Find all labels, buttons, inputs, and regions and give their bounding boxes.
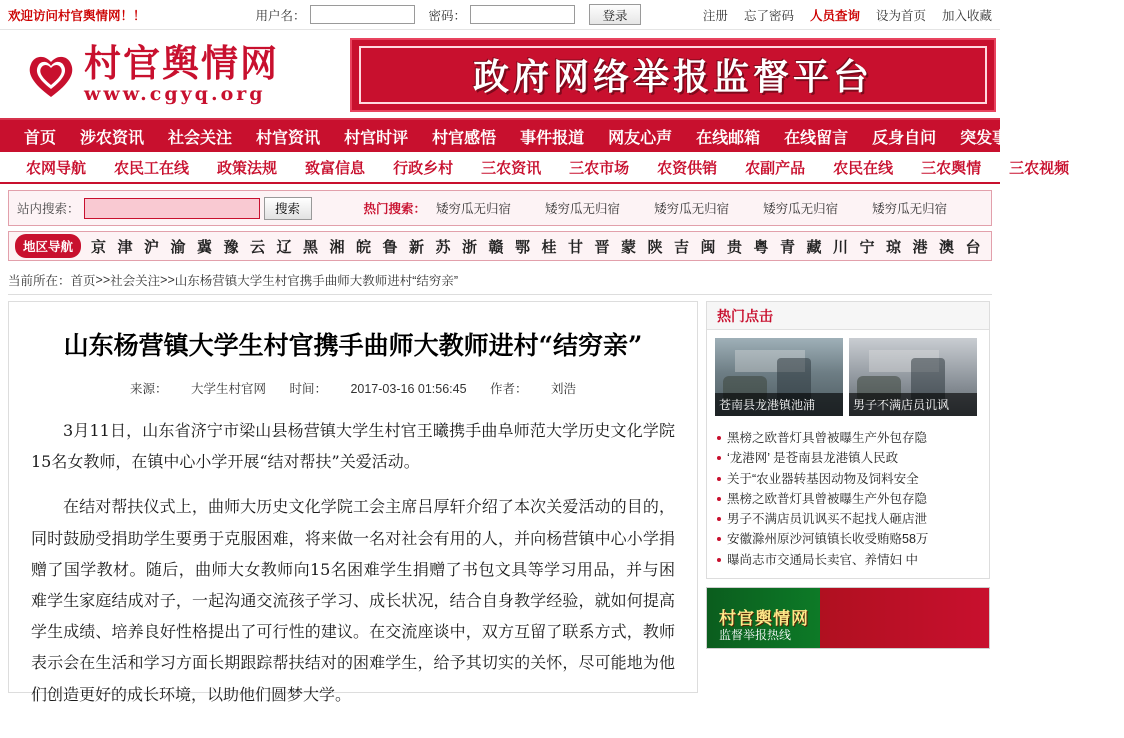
article-meta: [31, 379, 675, 397]
breadcrumb-separator: >>: [160, 272, 175, 287]
region-item[interactable]: 陕: [647, 238, 663, 256]
top-link-register[interactable]: 注册: [702, 8, 728, 23]
heart-icon: [24, 49, 78, 101]
subnav-item-agri-products[interactable]: 农副产品: [745, 159, 806, 177]
secondary-nav: [0, 152, 1070, 184]
site-logo[interactable]: [4, 41, 344, 105]
top-link-add-favorite[interactable]: 加入收藏: [941, 8, 992, 23]
thumbnail-item[interactable]: [715, 338, 843, 416]
region-item[interactable]: 甘: [568, 238, 584, 256]
search-input[interactable]: [84, 198, 260, 219]
list-item[interactable]: ‘龙港网’ 是苍南县龙港镇人民政: [715, 448, 981, 468]
list-item[interactable]: 黑榜之欧普灯具曾被曝生产外包存隐: [715, 428, 981, 448]
region-item[interactable]: 桂: [541, 238, 557, 256]
search-button[interactable]: 搜索: [264, 197, 312, 220]
username-label: 用户名：: [255, 8, 306, 23]
region-item[interactable]: 吉: [674, 238, 690, 256]
breadcrumb-item-category[interactable]: 社会关注: [110, 273, 161, 288]
content-area: [8, 301, 992, 704]
region-item[interactable]: 冀: [197, 238, 213, 256]
region-item[interactable]: 贵: [727, 238, 743, 256]
article-time-label: 时间：: [289, 382, 327, 396]
breadcrumb: [8, 269, 992, 295]
breadcrumb-item-home[interactable]: 首页: [70, 273, 96, 288]
article-body: [31, 415, 675, 710]
sidebar-ad-title: 村官舆情网: [719, 608, 809, 629]
thumbnail-caption: 男子不满店员讥讽: [849, 393, 977, 416]
welcome-text: 欢迎访问村官舆情网！！: [8, 8, 146, 23]
subnav-item-agri-supply[interactable]: 农资供销: [657, 159, 718, 177]
region-item[interactable]: 渝: [170, 238, 186, 256]
list-item[interactable]: 关于“农业器转基因动物及饲料安全: [715, 469, 981, 489]
list-item[interactable]: 黑榜之欧普灯具曾被曝生产外包存隐: [715, 489, 981, 509]
region-item[interactable]: 粤: [753, 238, 769, 256]
subnav-item-sannong-market[interactable]: 三农市场: [569, 159, 630, 177]
hot-search-item[interactable]: 矮穷瓜无归宿: [436, 202, 512, 216]
region-item[interactable]: 闽: [700, 238, 716, 256]
password-label: 密码：: [428, 8, 467, 23]
subnav-item-admin-village[interactable]: 行政乡村: [393, 159, 454, 177]
password-input[interactable]: [470, 5, 575, 24]
article-title: 山东杨营镇大学生村官携手曲师大教师进村“结穷亲”: [63, 331, 643, 360]
article-paragraph: 3月11日，山东省济宁市梁山县杨营镇大学生村官王曦携手曲阜师范大学历史文化学院15名女教师，在镇中心小学开展“结对帮扶”关爱活动。: [31, 421, 675, 472]
nav-item-netizen-voice[interactable]: 网友心声: [608, 129, 673, 147]
subnav-item-sannong-news[interactable]: 三农资讯: [481, 159, 542, 177]
nav-item-agri-news[interactable]: 涉农资讯: [80, 129, 145, 147]
region-item[interactable]: 云: [250, 238, 266, 256]
region-item[interactable]: 湘: [329, 238, 345, 256]
sidebar-ad[interactable]: [706, 587, 990, 649]
nav-item-emergency[interactable]: 突发事件: [960, 129, 1025, 147]
top-link-person-search[interactable]: 人员查询: [809, 8, 860, 23]
banner-ad-text: 政府网络举报监督平台: [472, 56, 873, 98]
sidebar: [706, 301, 990, 693]
nav-item-cadre-news[interactable]: 村官资讯: [256, 129, 321, 147]
site-banner: [0, 30, 1000, 118]
region-item[interactable]: 澳: [939, 238, 955, 256]
region-item[interactable]: 新: [409, 238, 425, 256]
region-item[interactable]: 津: [117, 238, 133, 256]
thumbnail-item[interactable]: [849, 338, 977, 416]
region-item[interactable]: 沪: [144, 238, 160, 256]
region-nav: [8, 231, 992, 261]
nav-item-self-reflection[interactable]: 反身自问: [872, 129, 937, 147]
top-link-forgot-password[interactable]: 忘了密码: [743, 8, 794, 23]
region-item[interactable]: 豫: [223, 238, 239, 256]
nav-item-home[interactable]: 首页: [24, 129, 57, 147]
region-item[interactable]: 辽: [276, 238, 292, 256]
hot-click-title: 热门点击: [717, 307, 773, 324]
region-item[interactable]: 宁: [859, 238, 875, 256]
region-item[interactable]: 川: [833, 238, 849, 256]
subnav-item-agri-directory[interactable]: 农网导航: [26, 159, 87, 177]
article-author-label: 作者：: [490, 382, 528, 396]
region-item[interactable]: 青: [780, 238, 796, 256]
subnav-item-policy[interactable]: 政策法规: [217, 159, 278, 177]
region-item[interactable]: 黑: [303, 238, 319, 256]
username-input[interactable]: [310, 5, 415, 24]
region-item[interactable]: 晋: [594, 238, 610, 256]
list-item[interactable]: 男子不满店员讥讽买不起找人砸店泄: [715, 509, 981, 529]
hot-click-panel: [706, 301, 990, 579]
primary-nav: [0, 118, 1113, 152]
hot-news-list: [707, 424, 989, 578]
region-nav-label: 地区导航: [15, 234, 81, 258]
subnav-item-migrant-workers[interactable]: 农民工在线: [114, 159, 190, 177]
region-item[interactable]: 鄂: [515, 238, 531, 256]
hot-thumbnails: [707, 330, 989, 424]
subnav-item-farmers-online[interactable]: 农民在线: [833, 159, 894, 177]
breadcrumb-separator: >>: [95, 272, 111, 287]
region-item[interactable]: 蒙: [621, 238, 637, 256]
nav-item-online-message[interactable]: 在线留言: [784, 129, 849, 147]
nav-item-online-mail[interactable]: 在线邮箱: [696, 129, 761, 147]
sidebar-ad-subtitle: 监督举报热线: [719, 627, 792, 642]
nav-item-cadre-review[interactable]: 村官时评: [344, 129, 409, 147]
region-item[interactable]: 京: [91, 238, 107, 256]
breadcrumb-item-current: 山东杨营镇大学生村官携手曲师大教师进村“结穷亲”: [174, 273, 459, 288]
subnav-item-sannong-video[interactable]: 三农视频: [1009, 159, 1070, 177]
logo-title: 村官舆情网: [84, 41, 279, 85]
top-bar: [0, 0, 1000, 30]
thumbnail-caption: 苍南县龙港镇池浦: [715, 393, 843, 416]
region-list: [91, 236, 985, 257]
article-source-value: 大学生村官网: [190, 382, 266, 396]
region-item[interactable]: 台: [965, 238, 981, 256]
region-item[interactable]: 鲁: [382, 238, 398, 256]
nav-item-event-report[interactable]: 事件报道: [520, 129, 585, 147]
article-paragraph: 在结对帮扶仪式上，曲师大历史文化学院工会主席吕厚轩介绍了本次关爱活动的目的，同时鼓励受捐助学生要勇于克服困难，将来做一名对社会有用的人，并向杨营镇中心小学捐赠了国学教材。随后，曲师大女教师向15名困难学生捐赠了书包文具等学习用品，并与困难学生家庭结成对子，一起沟通交流孩子学习、成长状况，结合自身教学经验，就如何提高学生成绩、培养良好性格提出了可行性的建议。在交流座谈中，双方互留了联系方式，教师表示会在生活和学习方面长期跟踪帮扶结对的困难学生，给予其切实的关怀，尽可能地为他们创造更好的成长环境，以助他们圆梦大学。: [31, 497, 675, 704]
site-search-bar: [8, 190, 992, 226]
article-source-label: 来源：: [129, 382, 168, 396]
article-time-value: 2017-03-16 01:56:45: [350, 382, 467, 396]
login-button[interactable]: 登录: [589, 4, 641, 25]
hot-click-header: [707, 302, 989, 330]
region-item[interactable]: 皖: [356, 238, 372, 256]
hot-search-item[interactable]: 矮穷瓜无归宿: [763, 202, 839, 216]
region-item[interactable]: 藏: [806, 238, 822, 256]
hot-search-item[interactable]: 矮穷瓜无归宿: [654, 202, 730, 216]
region-item[interactable]: 港: [912, 238, 928, 256]
breadcrumb-prefix: 当前所在：: [8, 273, 71, 288]
hot-search-label: 热门搜索：: [363, 202, 427, 216]
hot-search-item[interactable]: 矮穷瓜无归宿: [872, 202, 948, 216]
nav-item-special-survey[interactable]: 特别调查: [1048, 129, 1113, 147]
top-links: [703, 6, 992, 24]
banner-ad[interactable]: [350, 38, 996, 112]
list-item[interactable]: 曝尚志市交通局长卖官、养情妇 中: [715, 550, 981, 570]
subnav-item-wealth-info[interactable]: 致富信息: [305, 159, 366, 177]
search-label: 站内搜索：: [17, 202, 80, 216]
list-item[interactable]: 安徽滁州原沙河镇镇长收受贿赂58万: [715, 529, 981, 549]
article-author-value: 刘浩: [551, 382, 577, 396]
nav-item-cadre-thoughts[interactable]: 村官感悟: [432, 129, 497, 147]
article-panel: [8, 301, 698, 704]
region-item[interactable]: 苏: [435, 238, 451, 256]
subnav-item-sannong-opinion[interactable]: 三农舆情: [921, 159, 982, 177]
region-item[interactable]: 琼: [886, 238, 902, 256]
region-item[interactable]: 浙: [462, 238, 478, 256]
nav-item-social-focus[interactable]: 社会关注: [168, 129, 233, 147]
region-item[interactable]: 赣: [488, 238, 504, 256]
top-link-set-homepage[interactable]: 设为首页: [875, 8, 926, 23]
logo-url: www.cgyq.org: [84, 83, 266, 105]
hot-search-list: [436, 199, 947, 217]
hot-search-item[interactable]: 矮穷瓜无归宿: [545, 202, 621, 216]
